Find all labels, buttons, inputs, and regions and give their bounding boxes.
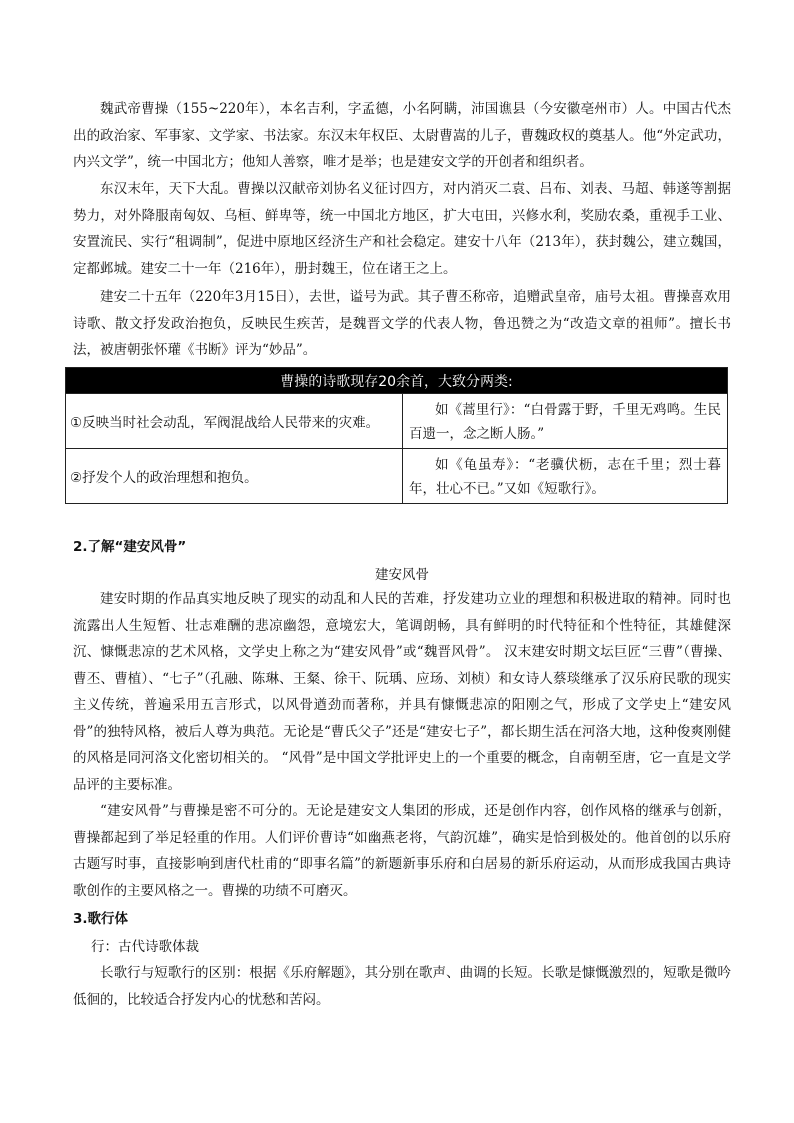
- section-heading-jianan: 2.了解“建安风骨”: [73, 539, 187, 555]
- jianan-paragraph-caocao: “建安风骨”与曹操是密不可分的。无论是建安文人集团的形成，还是创作内容，创作风格的继承与创新，曹操都起到了举足轻重的作用。人们评价曹诗“如幽燕老将，气韵沉雄”，确实是恰到极处的。他首创的以乐府古题写时事，直接影响到唐代杜甫的“即事名篇”的新题新事乐府和白居易的新乐府运动，从而形成我国古典诗歌创作的主要风格之一。曹操的功绩不可磨灭。: [73, 803, 731, 899]
- poem-table-header: 曹操的诗歌现存20余首，大致分两类:: [66, 368, 728, 394]
- poem-example-cell: 如《龟虽寿》：“老骥伏枥，志在千里；烈士暮年，壮心不已。”又如《短歌行》。: [403, 449, 728, 504]
- gexingti-definition: 行：古代诗歌体裁: [91, 939, 199, 955]
- section-title-jianan: 建安风骨: [375, 567, 429, 583]
- intro-paragraph-career: 东汉末年，天下大乱。曹操以汉献帝刘协名义征讨四方，对内消灭二袁、吕布、刘表、马超、韩遂等割据势力，对外降服南匈奴、乌桓、鲜卑等，统一中国北方地区，扩大屯田，兴修水利，奖励农桑，重视手工业、安置流民、实行“租调制”，促进中原地区经济生产和社会稳定。建安十八年（213年），获封魏公，建立魏国，定都邺城。建安二十一年（216年），册封魏王，位在诸王之上。: [73, 181, 731, 277]
- poem-category-cell: ①反映当时社会动乱，军阀混战给人民带来的灾难。: [66, 394, 403, 449]
- poem-category-cell: ②抒发个人的政治理想和抱负。: [66, 449, 403, 504]
- section-heading-gexingti: 3.歌行体: [73, 911, 129, 927]
- intro-paragraph-death: 建安二十五年（220年3月15日），去世，谥号为武。其子曹丕称帝，追赠武皇帝，庙号太祖。曹操喜欢用诗歌、散文抒发政治抱负，反映民生疾苦，是魏晋文学的代表人物，鲁迅赞之为“改造文章的祖师”。擅长书法，被唐朝张怀瓘《书断》评为“妙品”。: [73, 289, 731, 358]
- intro-paragraph-biography: 魏武帝曹操（155~220年），本名吉利，字孟德，小名阿瞒，沛国谯县（今安徽亳州市）人。中国古代杰出的政治家、军事家、文学家、书法家。东汉末年权臣、太尉曹嵩的儿子，曹魏政权的奠基人。他“外定武功，内兴文学”，统一中国北方；他知人善察，唯才是举；也是建安文学的开创者和组织者。: [73, 101, 731, 170]
- table-row: [66, 394, 728, 449]
- poem-category-table: [65, 367, 728, 504]
- jianan-paragraph-style: 建安时期的作品真实地反映了现实的动乱和人民的苦难，抒发建功立业的理想和积极进取的精神。同时也流露出人生短暂、壮志难酬的悲凉幽怨，意境宏大，笔调朗畅，具有鲜明的时代特征和个性特征，其雄健深沉、慷慨悲凉的艺术风格，文学史上称之为“建安风骨”或“魏晋风骨”。 汉末建安时期文坛巨匠“三曹”（曹操、曹丕、曹植）、“七子”（孔融、陈琳、王粲、徐干、阮瑀、应玚、刘桢）和女诗人蔡琰继承了汉乐府民歌的现实主义传统，普遍采用五言形式，以风骨遒劲而著称，并具有慷慨悲凉的阳刚之气，形成了文学史上“建安风骨”的独特风格，被后人尊为典范。无论是“曹氏父子”还是“建安七子”，都长期生活在河洛大地，这种俊爽刚健的风格是同河洛文化密切相关的。 “风骨”是中国文学批评史上的一个重要的概念，自南朝至唐，它一直是文学品评的主要标准。: [73, 591, 731, 793]
- gexingti-paragraph: 长歌行与短歌行的区别：根据《乐府解题》，其分别在歌声、曲调的长短。长歌是慷慨激烈的，短歌是微吟低徊的，比较适合抒发内心的忧愁和苦闷。: [73, 965, 731, 1008]
- poem-example-cell: 如《蒿里行》：“白骨露于野，千里无鸡鸣。生民百遗一，念之断人肠。”: [403, 394, 728, 449]
- table-row: [66, 449, 728, 504]
